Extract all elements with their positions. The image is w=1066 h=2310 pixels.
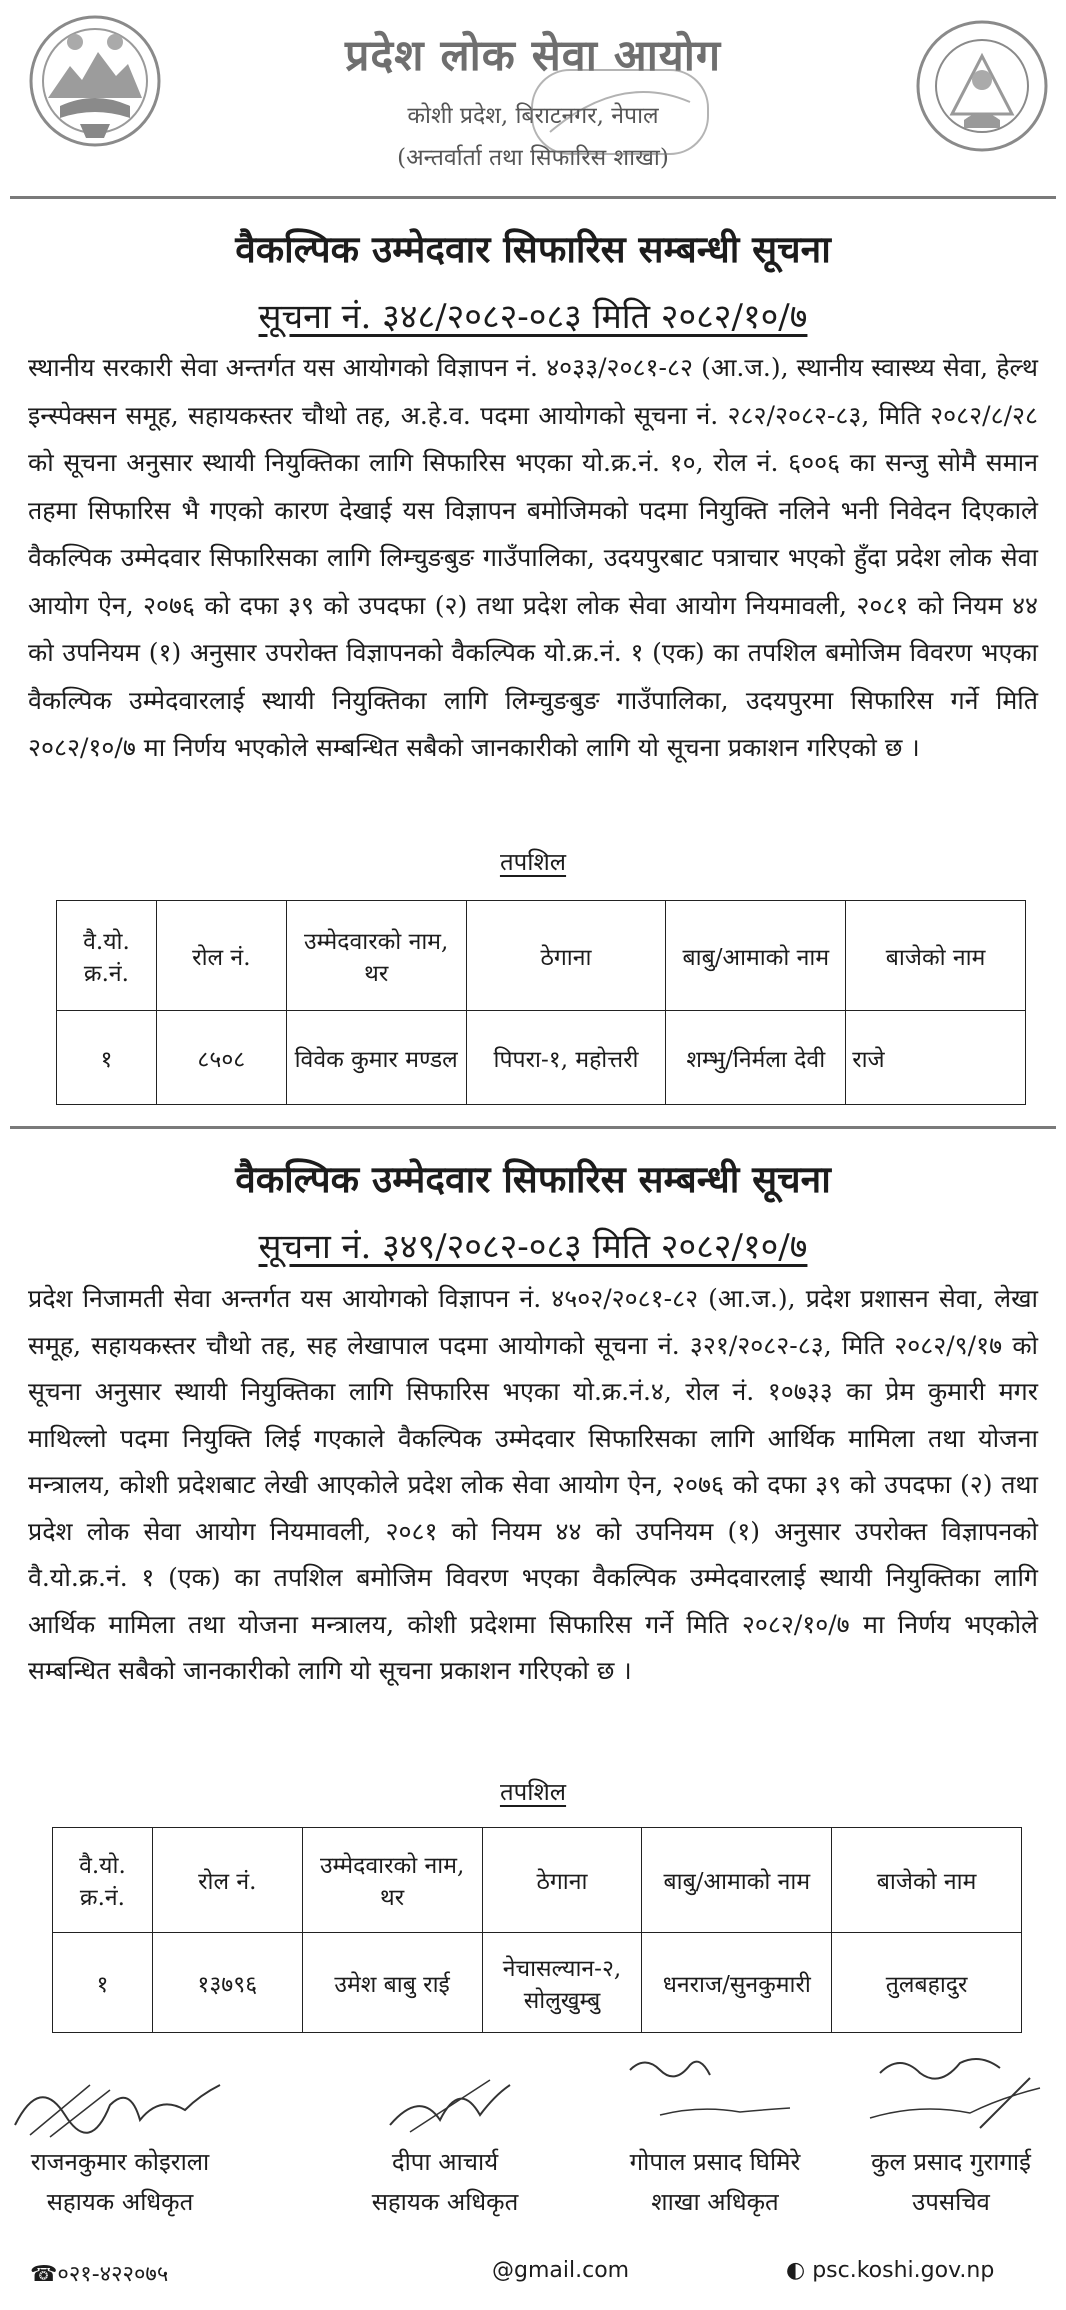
signatory-4 — [836, 2142, 1066, 2222]
notice-1-body: स्थानीय सरकारी सेवा अन्तर्गत यस आयोगको विज्ञापन नं. ४०३३/२०८१-८२ (आ.ज.), स्थानीय स्वास्थ्य सेवा, हेल्थ इन्स्पेक्सन समूह, सहायकस्तर चौथो तह, अ.हे.व. पदमा आयोगको सूचना नं. २८२/२०८२-८३, मिति २०८२/८/२८ को सूचना अनुसार स्थायी नियुक्तिका लागि सिफारिस भएका यो.क्र.नं. १०, रोल नं. ६००६ का सन्जु सोमै समान तहमा सिफारिस भै गएको कारण देखाई यस विज्ञापन बमोजिमको पदमा नियुक्ति नलिने भनी निवेदन दिएकाले वैकल्पिक उम्मेदवार सिफारिसका लागि लिम्चुङबुङ गाउँपालिका, उदयपुरबाट पत्राचार भएको हुँदा प्रदेश लोक सेवा आयोग ऐन, २०७६ को दफा ३९ को उपदफा (२) तथा प्रदेश लोक सेवा आयोग नियमावली, २०८१ को नियम ४४ को उपनियम (१) अनुसार उपरोक्त विज्ञापनको वैकल्पिक यो.क्र.नं. १ (एक) का तपशिल बमोजिम विवरण भएका वैकल्पिक उम्मेदवारलाई स्थायी नियुक्तिका लागि लिम्चुङबुङ गाउँपालिका, उदयपुरमा सिफारिस गर्ने मिति २०८२/१०/७ मा निर्णय भएकोले सम्बन्धित सबैको जानकारीको लागि यो सूचना प्रकाशन गरिएको छ । — [28, 353, 1038, 762]
signatory-name: गोपाल प्रसाद घिमिरे — [629, 2148, 801, 2176]
cell-parents: धनराज/सुनकुमारी — [642, 1933, 832, 2033]
cell-candidate-name: उमेश बाबु राई — [302, 1933, 482, 2033]
notice-2-body: प्रदेश निजामती सेवा अन्तर्गत यस आयोगको विज्ञापन नं. ४५०२/२०८१-८२ (आ.ज.), प्रदेश प्रशासन सेवा, लेखा समूह, सहायकस्तर चौथो तह, सह लेखापाल पदमा आयोगको सूचना नं. ३२१/२०८२-८३, मिति २०८२/९/१७ को सूचना अनुसार स्थायी नियुक्तिका लागि सिफारिस भएका यो.क्र.नं.४, रोल नं. १०७३३ का प्रेम कुमारी मगर माथिल्लो पदमा नियुक्ति लिई गएकाले वैकल्पिक उम्मेदवार सिफारिसका लागि आर्थिक मामिला तथा योजना मन्त्रालय, कोशी प्रदेशबाट लेखी आएकोले प्रदेश लोक सेवा आयोग ऐन, २०७६ को दफा ३९ को उपदफा (२) तथा प्रदेश लोक सेवा आयोग नियमावली, २०८१ को नियम ४४ को उपनियम (१) अनुसार उपरोक्त विज्ञापनको वै.यो.क्र.नं. १ (एक) का तपशिल बमोजिम विवरण भएका वैकल्पिक उम्मेदवारलाई स्थायी नियुक्तिका लागि आर्थिक मामिला तथा योजना मन्त्रालय, कोशी प्रदेशमा सिफारिस गर्ने मिति २०८२/१०/७ मा निर्णय भएकोले सम्बन्धित सबैको जानकारीको लागि यो सूचना प्रकाशन गरिएको छ । — [28, 1284, 1038, 1685]
branch-name: (अन्तर्वार्ता तथा सिफारिस शाखा) — [397, 145, 669, 171]
footer-phone — [30, 2258, 168, 2288]
signatory-title: शाखा अधिकृत — [651, 2188, 779, 2216]
commission-seal-icon — [912, 16, 1052, 156]
header-parents: बाबु/आमाको नाम — [642, 1828, 832, 1933]
cell-grandfather: तुलबहादुर — [832, 1933, 1022, 2033]
web-globe-icon: ◐ — [786, 2258, 806, 2283]
notice-1-number: सूचना नं. ३४८/२०८२-०८३ मिति २०८२/१०/७ — [258, 297, 808, 337]
header-serial: वै.यो. क्र.नं. — [53, 1828, 153, 1933]
header-divider — [10, 196, 1056, 199]
cell-candidate-name: विवेक कुमार मण्डल — [286, 1011, 466, 1105]
signatory-1 — [10, 2142, 230, 2222]
footer-website[interactable] — [786, 2258, 994, 2283]
cell-parents: शम्भु/निर्मला देवी — [666, 1011, 846, 1105]
header-roll: रोल नं. — [156, 901, 286, 1011]
table-header-row — [57, 901, 1026, 1011]
cell-roll: ८५०८ — [156, 1011, 286, 1105]
header-parents: बाबु/आमाको नाम — [666, 901, 846, 1011]
phone-number: ०२१-४२२०७५ — [57, 2262, 169, 2287]
cell-serial: १ — [57, 1011, 157, 1105]
commission-title: प्रदेश लोक सेवा आयोग — [344, 31, 722, 81]
signature-mark-1 — [10, 2065, 230, 2145]
signature-mark-3 — [620, 2050, 800, 2130]
signatory-name: दीपा आचार्य — [391, 2148, 499, 2176]
header-serial: वै.यो. क्र.नं. — [57, 901, 157, 1011]
notice-1-table — [56, 900, 1026, 1105]
website-url: psc.koshi.gov.np — [812, 2258, 995, 2283]
table-header-row — [53, 1828, 1022, 1933]
notice-2-table — [52, 1827, 1022, 2033]
header-grandfather: बाजेको नाम — [832, 1828, 1022, 1933]
cell-address: पिपरा-१, महोत्तरी — [466, 1011, 666, 1105]
signatory-title: उपसचिव — [912, 2188, 990, 2216]
header-candidate-name: उम्मेदवारको नाम, थर — [302, 1828, 482, 1933]
notice-1-tapshil-label: तपशिल — [499, 848, 567, 876]
notice-1-heading: वैकल्पिक उम्मेदवार सिफारिस सम्बन्धी सूचना — [235, 227, 831, 271]
footer-email[interactable]: @gmail.com — [492, 2258, 630, 2283]
table-row — [57, 1011, 1026, 1105]
notice-2-heading: वैकल्पिक उम्मेदवार सिफारिस सम्बन्धी सूचना — [235, 1157, 831, 1201]
signatory-2 — [335, 2142, 555, 2222]
signatory-title: सहायक अधिकृत — [46, 2188, 194, 2216]
signatory-title: सहायक अधिकृत — [371, 2188, 519, 2216]
header-roll: रोल नं. — [152, 1828, 302, 1933]
table-row — [53, 1933, 1022, 2033]
office-stamp-icon — [520, 62, 720, 162]
phone-icon: ☎ — [30, 2262, 58, 2287]
cell-address: नेचासल्यान-२, सोलुखुम्बु — [482, 1933, 642, 2033]
header-address: ठेगाना — [466, 901, 666, 1011]
cell-roll: १३७९६ — [152, 1933, 302, 2033]
notice-2-number: सूचना नं. ३४९/२०८२-०८३ मिति २०८२/१०/७ — [258, 1227, 808, 1267]
signatory-3 — [585, 2142, 845, 2222]
cell-grandfather: राजे — [846, 1011, 1026, 1105]
header-candidate-name: उम्मेदवारको नाम, थर — [286, 901, 466, 1011]
notice-2-tapshil-label: तपशिल — [499, 1778, 567, 1806]
signature-mark-4 — [860, 2048, 1050, 2138]
header-address: ठेगाना — [482, 1828, 642, 1933]
signature-mark-2 — [380, 2070, 520, 2140]
cell-serial: १ — [53, 1933, 153, 2033]
section-divider — [10, 1126, 1056, 1129]
signatory-name: कुल प्रसाद गुरागाई — [871, 2148, 1031, 2176]
header-grandfather: बाजेको नाम — [846, 901, 1026, 1011]
commission-address: कोशी प्रदेश, बिराटनगर, नेपाल — [407, 103, 659, 129]
signatory-name: राजनकुमार कोइराला — [30, 2148, 210, 2176]
